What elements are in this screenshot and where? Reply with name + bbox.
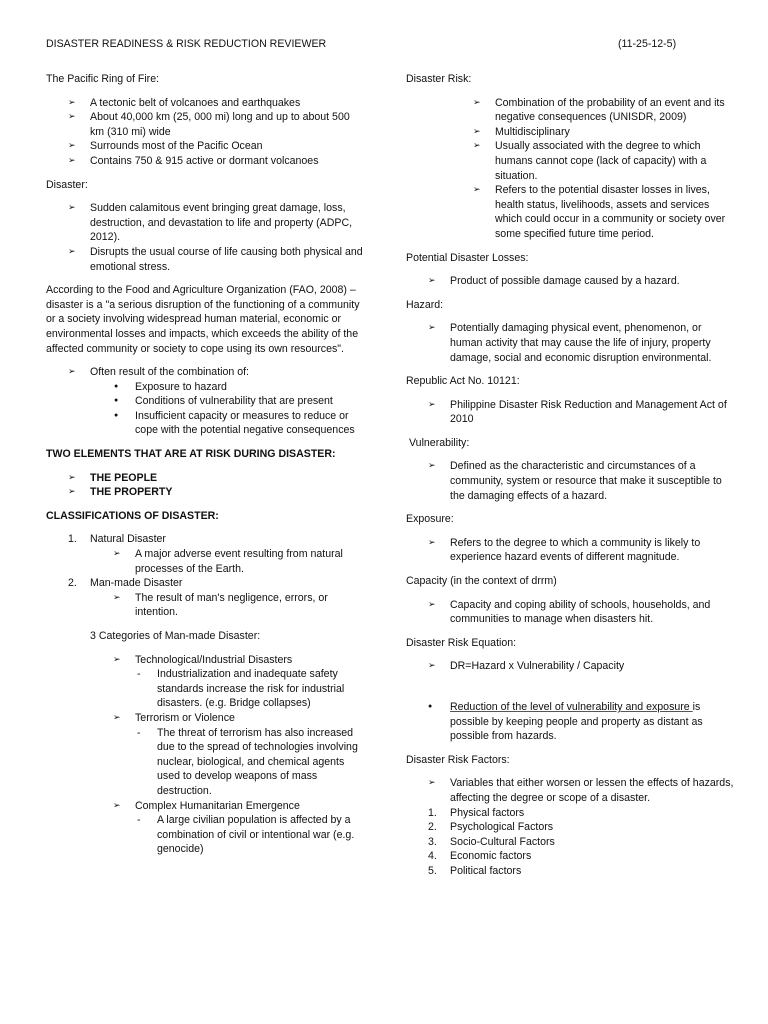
list-item xyxy=(91,799,364,857)
list-item: ➢ Contains 750 & 915 active or dormant volcanoes xyxy=(46,154,364,169)
list-item: ➢ Capacity and coping ability of schools, households, and communities to manage when disasters hit. xyxy=(406,598,736,627)
factor-label: Psychological Factors xyxy=(450,821,554,834)
combination-list xyxy=(46,380,364,438)
risk-equation-heading: Disaster Risk Equation: xyxy=(406,636,517,649)
risk-factors-list xyxy=(406,806,736,879)
ring-of-fire-heading: The Pacific Ring of Fire: xyxy=(46,73,160,85)
document-code: (11-25-12-5) xyxy=(618,38,677,50)
list-item: ➢ THE PROPERTY xyxy=(46,485,364,500)
categories-list xyxy=(91,653,364,857)
list-item: ➢ Product of possible damage caused by a hazard. xyxy=(406,274,736,289)
capacity-list xyxy=(406,598,736,627)
list-item: - The threat of terrorism has also increased due to the spread of technologies involving nuclear, biological, and chemical agents used to develop weapons of mass destruction. xyxy=(135,726,364,799)
manmade-disaster-desc-list xyxy=(46,591,364,620)
categories-heading: 3 Categories of Man-made Disaster: xyxy=(90,630,261,642)
exposure-heading: Exposure: xyxy=(406,513,454,526)
list-item: ➢ DR=Hazard x Vulnerability / Capacity xyxy=(406,659,736,674)
capacity-heading: Capacity (in the context of drrm) xyxy=(406,575,557,588)
factor-label: Political factors xyxy=(450,864,522,877)
list-item: ➢ Variables that either worsen or lessen the effects of hazards, affecting the degree or scope of a disaster. xyxy=(406,776,736,805)
list-number: 2. xyxy=(428,821,437,834)
risk-factors-intro-list xyxy=(406,776,736,805)
classifications-heading: CLASSIFICATIONS OF DISASTER: xyxy=(46,509,219,522)
list-item: ➢ Often result of the combination of: xyxy=(46,365,364,380)
disaster-risk-heading: Disaster Risk: xyxy=(406,73,472,85)
classifications-list-2 xyxy=(46,576,364,591)
list-item: ➢ The result of man's negligence, errors, or intention. xyxy=(46,591,364,620)
list-item xyxy=(406,849,736,864)
list-item: ➢ Defined as the characteristic and circumstances of a community, system or resource that make it susceptible to the damaging effects of a hazard. xyxy=(406,459,736,503)
categories-block xyxy=(46,653,364,857)
list-item: ➢ Combination of the probability of an event and its negative consequences (UNISDR, 2009) xyxy=(406,96,736,125)
factor-label: Physical factors xyxy=(450,806,525,819)
list-item xyxy=(46,576,364,591)
hazard-list xyxy=(406,321,736,365)
list-item: ➢ Multidisciplinary xyxy=(406,125,736,140)
natural-disaster-desc-list xyxy=(46,547,364,576)
list-number: 5. xyxy=(428,864,437,877)
exposure-list xyxy=(406,536,736,565)
list-item xyxy=(91,711,364,799)
disaster-list xyxy=(46,201,364,274)
right-column xyxy=(406,72,736,879)
list-item: ➢ Refers to the potential disaster losses in lives, health status, livelihoods, assets and services which could occur in a community or society over some specified future time period. xyxy=(406,183,736,241)
manmade-disaster-label: Man-made Disaster xyxy=(90,577,183,590)
list-number: 2. xyxy=(68,577,77,590)
list-item: ➢ Potentially damaging physical event, phenomenon, or human activity that may cause the life of injury, property damage, social and economic disruption environmental. xyxy=(406,321,736,365)
list-item: ➢ Sudden calamitous event bringing great damage, loss, destruction, and devastation to life and property (ADPC, 2012). xyxy=(46,201,364,245)
potential-losses-heading: Potential Disaster Losses: xyxy=(406,251,529,264)
list-item: ➢ A tectonic belt of volcanoes and earthquakes xyxy=(46,96,364,111)
category-desc-list xyxy=(135,667,364,711)
risk-factors-heading: Disaster Risk Factors: xyxy=(406,753,510,766)
list-item: ➢ A major adverse event resulting from natural processes of the Earth. xyxy=(46,547,364,576)
list-item xyxy=(406,864,736,879)
list-item: ➢ Usually associated with the degree to which humans cannot cope (lack of capacity) with a situation. xyxy=(406,139,736,183)
natural-disaster-label: Natural Disaster xyxy=(90,533,166,546)
list-item xyxy=(406,806,736,821)
page-header xyxy=(46,37,726,53)
list-item: ➢ Surrounds most of the Pacific Ocean xyxy=(46,139,364,154)
list-item xyxy=(406,835,736,850)
list-number: 3. xyxy=(428,835,437,848)
vulnerability-heading: Vulnerability: xyxy=(409,436,470,449)
list-item: ● Insufficient capacity or measures to reduce or cope with the potential negative consequences xyxy=(46,409,364,438)
list-item: ➢ About 40,000 km (25, 000 mi) long and up to about 500 km (310 mi) wide xyxy=(46,110,364,139)
risk-equation-list xyxy=(406,659,736,674)
list-item: ➢ Disrupts the usual course of life causing both physical and emotional stress. xyxy=(46,245,364,274)
fao-paragraph: According to the Food and Agriculture Organization (FAO, 2008) – disaster is a "a serious disruption of the functioning of a community or a society involving widespread human material, economic or environmental losses and impacts, which exceeds the ability of the affected community or society to cope using its own resources". xyxy=(46,284,360,355)
two-elements-heading: TWO ELEMENTS THAT ARE AT RISK DURING DISASTER: xyxy=(46,448,336,461)
list-item: ● Exposure to hazard xyxy=(46,380,364,395)
category-desc-list xyxy=(135,726,364,799)
republic-act-heading: Republic Act No. 10121: xyxy=(406,375,520,388)
factor-label: Economic factors xyxy=(450,850,532,863)
potential-losses-list xyxy=(406,274,736,289)
list-number: 4. xyxy=(428,850,437,863)
factor-label: Socio-Cultural Factors xyxy=(450,835,555,848)
document-title: DISASTER READINESS & RISK REDUCTION REVIEWER xyxy=(46,38,327,50)
list-item: - A large civilian population is affected by a combination of civil or intentional war (e.g. genocide) xyxy=(135,813,364,857)
category-desc-list xyxy=(135,813,364,857)
left-column xyxy=(46,72,364,857)
list-item xyxy=(406,820,736,835)
list-item: ➢ THE PEOPLE xyxy=(46,471,364,486)
republic-act-list xyxy=(406,398,736,427)
category-label: Complex Humanitarian Emergence xyxy=(135,799,300,812)
reduction-underlined-text: Reduction of the level of vulnerability and exposure xyxy=(450,701,693,713)
category-label: Technological/Industrial Disasters xyxy=(135,653,293,666)
two-elements-list xyxy=(46,471,364,500)
category-label: Terrorism or Violence xyxy=(135,711,235,724)
list-number: 1. xyxy=(428,806,437,819)
list-item xyxy=(46,532,364,547)
hazard-heading: Hazard: xyxy=(406,298,444,311)
list-item: ➢ Refers to the degree to which a community is likely to experience hazard events of different magnitude. xyxy=(406,536,736,565)
vulnerability-list xyxy=(406,459,736,503)
list-item xyxy=(91,653,364,711)
reduction-note xyxy=(406,700,736,744)
disaster-risk-list xyxy=(406,96,736,242)
classifications-list xyxy=(46,532,364,547)
list-item: - Industrialization and inadequate safety standards increase the risk for industrial disasters. (e.g. Bridge collapses) xyxy=(135,667,364,711)
list-item: ➢ Philippine Disaster Risk Reduction and Management Act of 2010 xyxy=(406,398,736,427)
ring-of-fire-list xyxy=(46,96,364,169)
disaster-heading: Disaster: xyxy=(46,178,88,191)
often-result-list xyxy=(46,365,364,380)
reduction-rest-text: is possible by keeping people and property as distant as possible from hazards. xyxy=(450,701,703,743)
list-number: 1. xyxy=(68,533,77,546)
list-item: ● Conditions of vulnerability that are present xyxy=(46,394,364,409)
